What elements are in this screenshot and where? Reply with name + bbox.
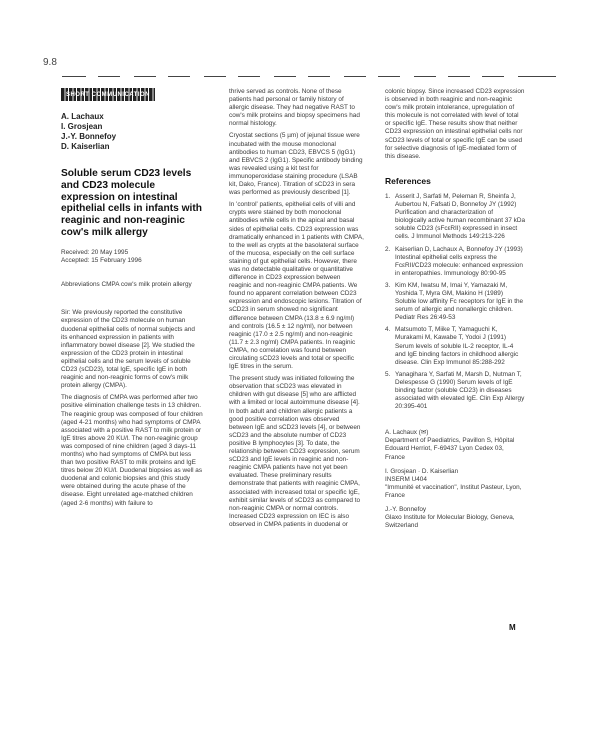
received-date: Received: 20 May 1995 (61, 248, 129, 256)
reference-number: 5. (385, 370, 391, 378)
author: A. Lachaux (61, 112, 104, 121)
reference-item (385, 326, 525, 366)
author-list (61, 112, 203, 152)
column-right (385, 88, 525, 536)
reference-item (385, 246, 525, 278)
page-number: 9.8 (43, 57, 57, 68)
publisher-logo-icon: M (509, 623, 516, 632)
reference-text: Yanagihara Y, Sarfati M, Marsh D, Nutman T, Delespesse G (1990) Serum levels of IgE binding factor (soluble CD23) in diseases associated with elevated IgE. Clin Exp Allergy 20:395-401 (395, 370, 525, 411)
reference-text: Kim KM, Iwatsu M, Imai Y, Yamazaki M, Yoshida T, Myra GM, Makino H (1989) Soluble low affinity Fc receptors for IgE in the serum of allergic and nonallergic children. Pediatr Res 26:49-53 (395, 281, 524, 322)
reference-item (385, 282, 525, 322)
affiliation: I. Grosjean · D. Kaiserlian INSERM U404 "Immunité et vaccination", Institut Pasteur, Lyon, France (385, 467, 522, 499)
reference-number: 3. (385, 281, 391, 289)
paragraph: The present study was initiated following the observation that sCD23 was elevated in children with gut disease [5] who are afflicted with a limited or local autoimmune disease [4]. In both adult and children allergic patients a good positive correlation was observed between IgE and sCD23 levels [4], or between sCD23 and the absolute number of CD23 positive B lymphocytes [3]. To date, the relationship between CD23 expression, serum sCD23 and IgE levels in reaginic and non-reaginic CMPA patients have not yet been evaluated. These preliminary results demonstrate that patients with reaginic CMPA, associated with increased total or specific IgE, exhibit similar levels of sCD23 as compared to non-reaginic CMPA or normal controls. Increased CD23 expression on IEC is also observed in CMPA patients in duodenal or (229, 375, 361, 528)
reference-text: Matsumoto T, Miike T, Yamaguchi K, Murakami M, Kawabe T, Yodoi J (1991) Serum levels of soluble IL-2 receptor, IL-4 and IgE binding factors in childhood allergic disease. Clin Exp Immunol 85:288-292 (395, 326, 519, 366)
reference-item (385, 193, 525, 242)
affiliations (385, 429, 525, 530)
reference-text: Kaiserlian D, Lachaux A, Bonnefoy JY (1993) Intestinal epithelial cells express the FcεRII/CD23 molecule: enhanced expression in enteropathies. Immunology 80:90-95 (395, 245, 523, 277)
abbreviations: Abbreviations CMPA cow's milk protein allergy (61, 281, 192, 289)
author: D. Kaiserlian (61, 142, 110, 151)
article-title: Soluble serum CD23 levels and CD23 molecule expression on intestinal epithelial cells in infants with reaginic and non-reaginic cow's milk allergy (61, 168, 202, 238)
column-left (61, 88, 203, 512)
article-dates (61, 249, 203, 265)
paragraph: Cryostat sections (5 µm) of jejunal tissue were incubated with the mouse monoclonal antibodies to human CD23, EBVCS 5 (IgG1) and EBVCS 2 (IgG1). Specific antibody binding was revealed using a kit test for immunoperoxidase staining procedure (LSAB kit, Dako, France). Titration of sCD23 in sera was performed as previously described [1]. (229, 132, 363, 197)
paragraph: The diagnosis of CMPA was performed after two positive elimination challenge tests in 13 children. The reaginic group was composed of four children (aged 4-21 months) who had symptoms of CMPA associated with a positive RAST to milk protein or IgE titres above 20 KU/l. The non-reaginic group was composed of nine children (aged 3 days-11 months) who had symptoms of CMPA but less than two positive RAST to milk proteins and IgE titres below 20 KU/l. Duodenal biopsies as well as duodenal and colonic biopsies and (this study were obtained during the acute phase of the disease. Eight unrelated age-matched children (aged 2-6 months) with failure to (61, 394, 203, 507)
paragraph: colonic biopsy. Since increased CD23 expression is observed in both reaginic and non-reaginic cow's milk protein intolerance, upregulation of this molecule is not correlated with level of total or specific IgE. These results show that neither CD23 expression on intestinal epithelial cells nor sCD23 levels of total or specific IgE can be used for selective diagnosis of IgE-mediated form of this disease. (385, 88, 525, 160)
reference-number: 4. (385, 326, 391, 334)
affiliation: A. Lachaux (✉) Department of Paediatrics, Pavillon S, Hôpital Edouard Herriot, F-69437 Lyon Cedex 03, France (385, 429, 515, 461)
paragraph: In 'control' patients, epithelial cells of villi and crypts were stained by both monoclonal antibodies while cells in the apical and basal sides of epithelial cells. CD23 expression was dramatically enhanced in 1 patients with CMPA, to the well as crypts at the basolateral surface of the mucosa, especially on the cell surface staining of gut epithelial cells. However, there was no detectable qualitative or quantitative difference in CD23 expression between reaginic and non-reaginic CMPA patients. We found no apparent correlation between CD23 expression and endoscopic lesions. Titration of sCD23 in serum showed no significant difference between CMPA (13.8 ± 6.9 ng/ml) and controls (16.5 ± 12 ng/ml), nor between reaginic (17.0 ± 2.5 ng/ml) and non-reaginic (11.7 ± 2.3 ng/ml) CMPA patients. In reaginic CMPA, no correlation was found between circulating sCD23 levels and total or specific IgE titres in the serum. (229, 201, 364, 371)
body-text-col1 (61, 309, 203, 507)
reference-item (385, 371, 525, 411)
author: J.-Y. Bonnefoy (61, 132, 117, 141)
section-mark-text: SHORT COMMUNICATION (65, 91, 151, 98)
accepted-date: Accepted: 15 February 1996 (61, 256, 142, 264)
header-rule (62, 76, 556, 77)
paragraph: Sir: We previously reported the constitutive expression of the CD23 molecule on human duodenal epithelial cells of normal subjects and its enhanced expression in patients with inflammatory bowel disease [2]. We studied the expression of the CD23 protein in intestinal epithelial cells and the serum levels of soluble CD23 (sCD23), total IgE, specific IgE in both reaginic and non-reaginic forms of cow's milk protein allergy (CMPA). (61, 309, 195, 390)
reference-number: 2. (385, 245, 391, 253)
references-heading: References (385, 175, 431, 186)
reference-text: Asserit J, Sarfati M, Peleman R, Sheinfa J, Aubertou N, Fafsati D, Bonnefoy JY (1992) Purification and characterization of biologically active human recombinant 37 kDa soluble CD23 (sFcεRII) expressed in insect cells. J Immunol Methods 149:213-226 (395, 192, 526, 241)
column-middle (229, 88, 364, 533)
author: I. Grosjean (61, 122, 103, 131)
affiliation: J.-Y. Bonnefoy Glaxo Institute for Molecular Biology, Geneva, Switzerland (385, 506, 515, 530)
reference-number: 1. (385, 192, 391, 200)
paragraph: thrive served as controls. None of these patients had personal or family history of allergic disease. They had negative RAST to cow's milk proteins and biopsy specimens had normal histology. (229, 88, 360, 128)
reference-list (385, 193, 525, 411)
